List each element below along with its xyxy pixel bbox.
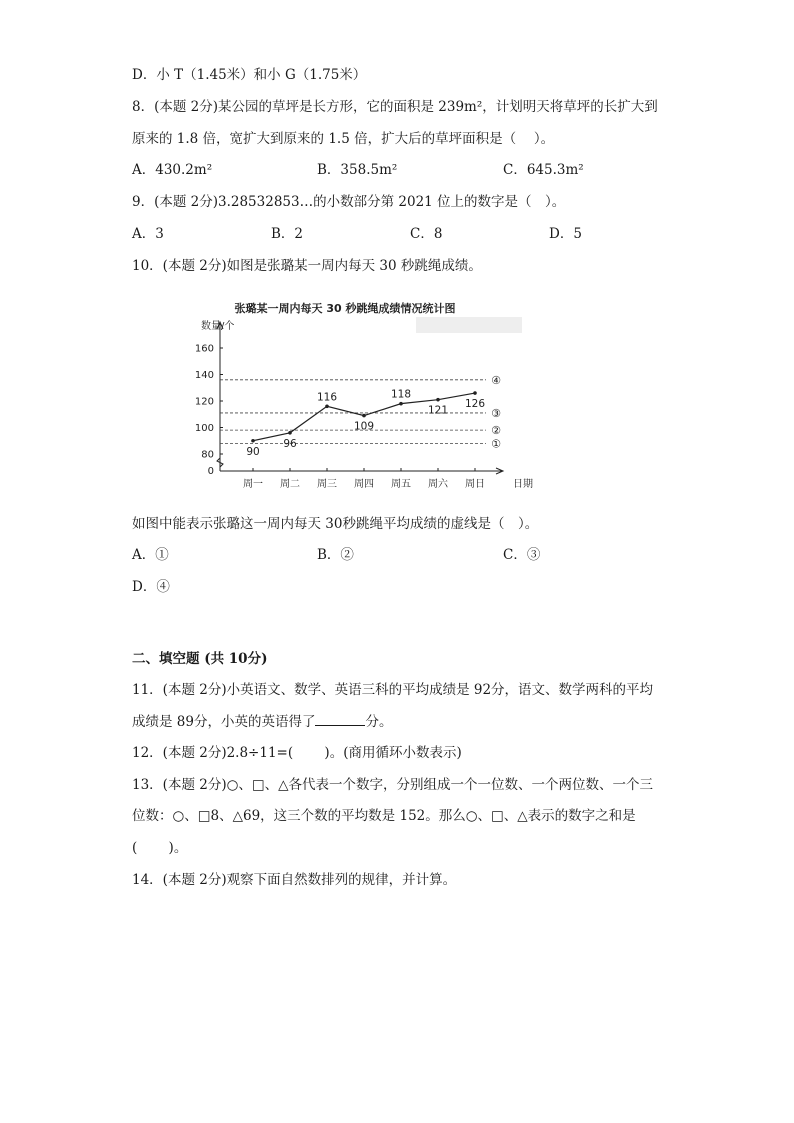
q9-option-b: B．2 — [271, 226, 304, 242]
q11-text-line1: 11．(本题 2分)小英语文、数学、英语三科的平均成绩是 92分，语文、数学两科的平均 — [132, 682, 654, 698]
x-tick-label: 周一 — [243, 479, 263, 490]
q8-text-line1: 8．(本题 2分)某公园的草坪是长方形，它的面积是 239m²，计划明天将草坪的长扩大到 — [132, 99, 658, 115]
data-point — [473, 391, 477, 395]
q8-option-b: B．358.5m² — [317, 162, 398, 178]
q8-text-line2: 原来的 1.8 倍，宽扩大到原来的 1.5 倍，扩大后的草坪面积是（ ）。 — [132, 131, 555, 147]
q14-text: 14．(本题 2分)观察下面自然数排列的规律，并计算。 — [132, 872, 457, 888]
line-chart — [190, 296, 533, 496]
data-label: 90 — [246, 445, 260, 458]
x-tick-label: 周二 — [280, 479, 300, 490]
q9-option-a: A．3 — [132, 226, 164, 242]
x-tick-label: 周日 — [465, 479, 485, 490]
q10-option-c: C．③ — [503, 547, 541, 563]
data-point — [362, 414, 366, 418]
y-tick-label: 140 — [194, 370, 214, 381]
q10-text: 10．(本题 2分)如图是张璐某一周内每天 30 秒跳绳成绩。 — [132, 258, 482, 274]
q13-text-line1: 13．(本题 2分)○、□、△各代表一个数字，分别组成一个一位数、一个两位数、一个三 — [132, 777, 654, 793]
chart-xlabel: 日期 — [513, 479, 533, 490]
q9-option-d: D．5 — [549, 226, 582, 242]
reference-label: ① — [491, 437, 501, 451]
y-tick-label: 160 — [194, 343, 214, 355]
q10-option-d: D．④ — [132, 579, 170, 595]
data-label: 116 — [316, 391, 338, 404]
data-point — [251, 439, 255, 443]
reference-label: ④ — [491, 373, 501, 387]
data-point — [399, 402, 403, 406]
chart-ylabel: 数量/个 — [201, 321, 235, 332]
q9-option-c: C．8 — [410, 226, 443, 242]
q8-option-c: C．645.3m² — [503, 162, 584, 178]
q11-text-line2 — [132, 713, 392, 731]
q9-text: 9．(本题 2分)3.28532853…的小数部分第 2021 位上的数字是（ ）。 — [132, 194, 566, 210]
q13-text-line2: 位数：○、□8、△69，这三个数的平均数是 152。那么○、□、△表示的数字之和是 — [132, 808, 636, 824]
data-point — [436, 398, 440, 402]
data-point — [288, 431, 292, 435]
q12-text: 12．(本题 2分)2.8÷11=( )。(商用循环小数表示) — [132, 745, 462, 761]
x-tick-label: 周四 — [354, 479, 374, 490]
chart-svg — [190, 296, 533, 496]
chart-smudge — [416, 317, 522, 333]
x-tick-label: 周五 — [391, 479, 411, 490]
data-label: 96 — [283, 437, 297, 450]
x-tick-label: 周六 — [428, 479, 448, 490]
q10-option-a: A．① — [132, 547, 169, 563]
y-tick-label: 0 — [207, 466, 214, 477]
q10-option-b: B．② — [317, 547, 354, 563]
chart-title: 张璐某一周内每天 30 秒跳绳成绩情况统计图 — [234, 302, 456, 315]
data-label: 121 — [427, 404, 449, 417]
reference-label: ② — [491, 424, 501, 438]
reference-label: ③ — [491, 406, 501, 420]
q11-answer-blank[interactable] — [315, 713, 365, 726]
y-tick-label: 120 — [194, 396, 214, 408]
q8-option-a: A．430.2m² — [132, 162, 213, 178]
x-tick-label: 周三 — [317, 479, 337, 490]
q11-text-a: 成绩是 89分，小英的英语得了 — [132, 714, 316, 730]
data-label: 109 — [353, 420, 375, 433]
data-point — [325, 405, 329, 409]
q11-text-b: 分。 — [365, 714, 393, 730]
data-label: 118 — [390, 388, 412, 401]
q10-question: 如图中能表示张璐这一周内每天 30秒跳绳平均成绩的虚线是（ ）。 — [132, 516, 539, 532]
q13-text-line3: ( )。 — [132, 840, 188, 856]
data-label: 126 — [464, 398, 486, 411]
y-tick-label: 80 — [201, 449, 214, 461]
section2-title: 二、填空题 (共 10分) — [132, 651, 268, 667]
q7-option-d: D．小 T（1.45米）和小 G（1.75米） — [132, 67, 367, 83]
y-tick-label: 100 — [194, 423, 214, 434]
